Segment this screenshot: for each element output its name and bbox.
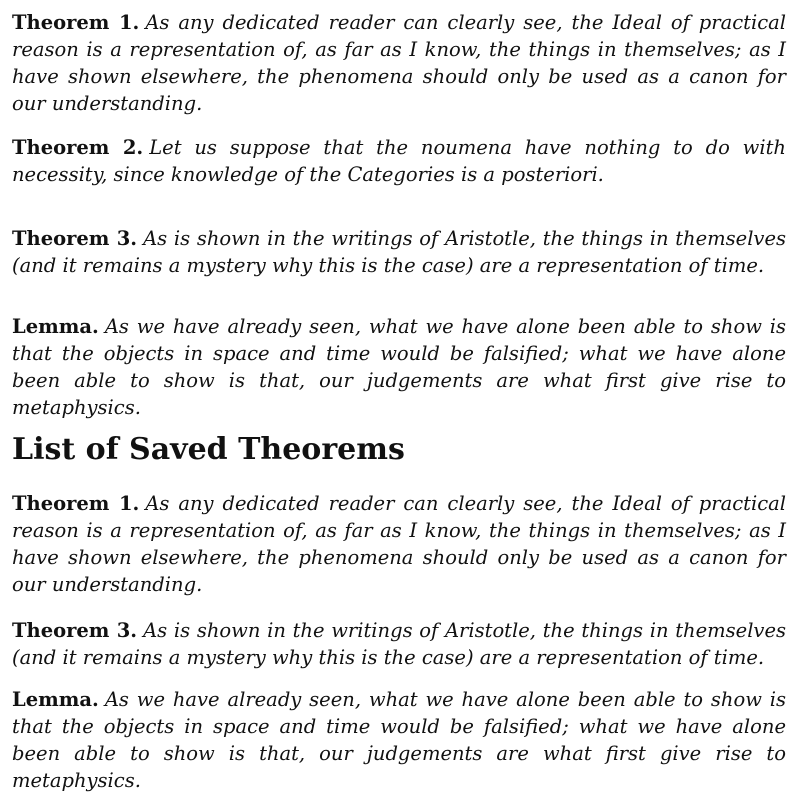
theorem-2: [12, 134, 786, 188]
theorem-label: Theorem 2.: [12, 136, 144, 159]
lemma-label: Lemma.: [12, 688, 99, 711]
theorem-1: [12, 9, 786, 117]
theorem-3: [12, 225, 786, 279]
theorem-label: Theorem 3.: [12, 619, 138, 642]
theorem-label: Theorem 3.: [12, 227, 138, 250]
section-title-saved-theorems: List of Saved Theorems: [12, 432, 405, 467]
theorem-label: Theorem 1.: [12, 11, 140, 34]
lemma: [12, 313, 786, 421]
theorem-text: Let us suppose that the noumena have nothing to do with necessity, since knowledge of the Categories is a posteriori.: [12, 136, 786, 186]
lemma-text: As we have already seen, what we have alone been able to show is that the objects in space and time would be falsified; what we have alone been able to show is that, our judgements are what first give rise to metaphysics.: [12, 688, 786, 792]
saved-theorem-1: [12, 490, 786, 598]
theorem-text: As is shown in the writings of Aristotle, the things in themselves (and it remains a mystery why this is the case) are a representation of time.: [12, 227, 786, 277]
saved-lemma: [12, 686, 786, 794]
theorem-text: As is shown in the writings of Aristotle, the things in themselves (and it remains a mystery why this is the case) are a representation of time.: [12, 619, 786, 669]
lemma-label: Lemma.: [12, 315, 99, 338]
theorem-text: As any dedicated reader can clearly see, the Ideal of practical reason is a representation of, as far as I know, the things in themselves; as I have shown elsewhere, the phenomena should only be used as a canon for our understanding.: [12, 492, 787, 596]
theorem-label: Theorem 1.: [12, 492, 140, 515]
saved-theorem-3: [12, 617, 786, 671]
theorem-text: As any dedicated reader can clearly see, the Ideal of practical reason is a representation of, as far as I know, the things in themselves; as I have shown elsewhere, the phenomena should only be used as a canon for our understanding.: [12, 11, 787, 115]
lemma-text: As we have already seen, what we have alone been able to show is that the objects in space and time would be falsified; what we have alone been able to show is that, our judgements are what first give rise to metaphysics.: [12, 315, 786, 419]
